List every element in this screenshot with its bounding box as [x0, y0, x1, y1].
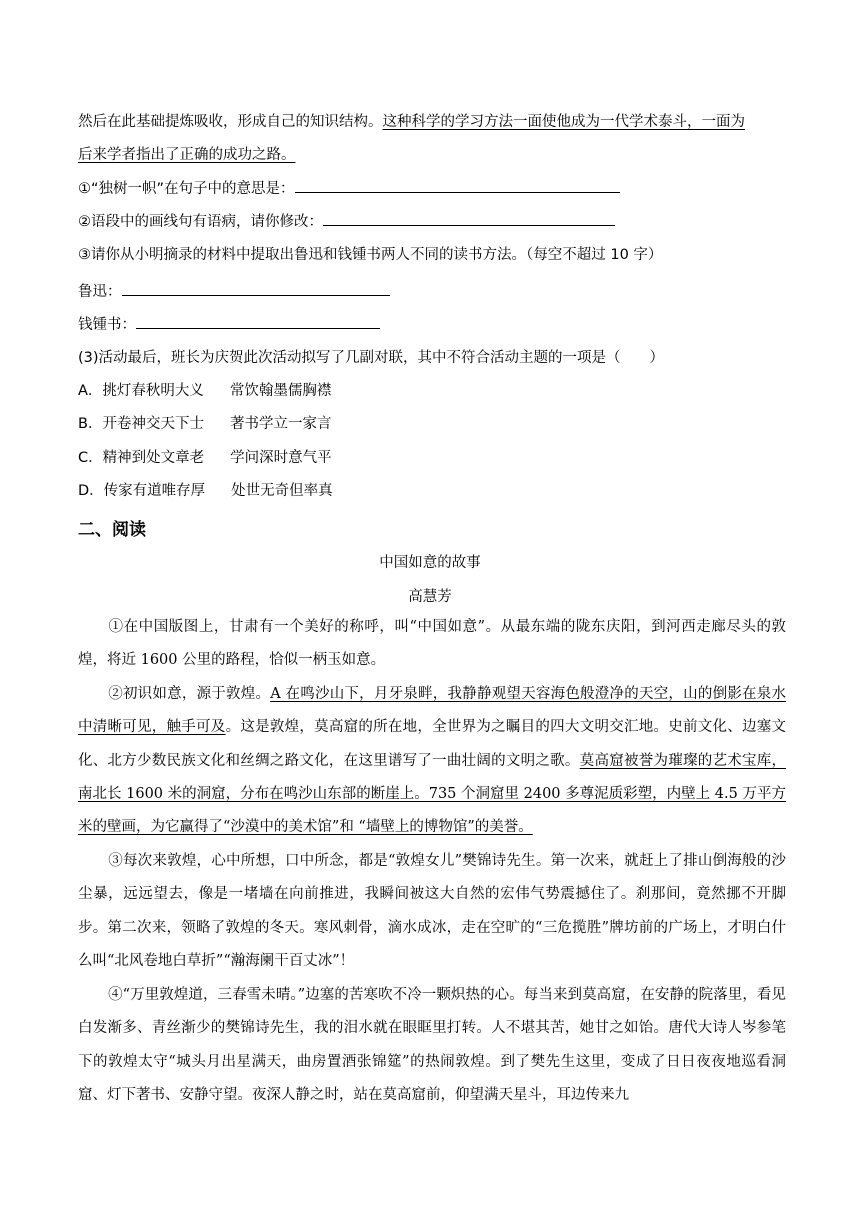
article-author: 高慧芳 — [408, 589, 452, 605]
option-c-key: C．精神到处文章老 — [78, 450, 205, 466]
paragraph-4-text: ④“万里敦煌道，三春雪未晴。”边塞的苦寒吹不冷一颗炽热的心。每当来到莫高窟，在安静的院落里，看见白发渐多、青丝渐少的樊锦诗先生，我的泪水就在眼眶里打转。人不堪其苦，她甘之如饴。唐代大诗人岑参笔下的敦煌太守“城头月出星满天，曲房置酒张锦筵”的热闹敦煌。到了樊先生这里，变成了日日夜夜地巡看洞窟、灯下著书、安静守望。夜深人静之时，站在莫高窟前，仰望满天星斗，耳边传来九 — [78, 987, 786, 1103]
option-a[interactable] — [78, 381, 331, 401]
article-title: 中国如意的故事 — [379, 555, 481, 571]
passage-tail-line-2 — [78, 145, 296, 165]
paragraph-1-text: ①在中国版图上，甘肃有一个美好的称呼，叫“中国如意”。从最东端的陇东庆阳，到河西走廊尽头的敦煌，将近 1600 公里的路程，恰似一柄玉如意。 — [78, 619, 786, 669]
sub-question-2 — [78, 211, 615, 232]
qian-answer-row — [78, 314, 380, 335]
paragraph-2-intro: ②初识如意，源于敦煌。 — [108, 686, 271, 702]
qian-label: 钱锺书： — [78, 317, 136, 333]
option-d-key: D．传家有道唯存厚 — [78, 483, 206, 499]
underlined-sentence-b: 莫高窟被誉为璀璨的艺术宝库，南北长 1600 米的洞窟，分布在鸣沙山东部的断崖上。735 个洞窟里 2400 多尊泥质彩塑，内壁上 4.5 万平方米的壁画，为它赢得了“沙漠中的美术馆”和 “墙壁上的博物馆”的美誉。 — [78, 752, 787, 836]
sub-question-3-text: ③请你从小明摘录的材料中提取出鲁迅和钱锺书两人不同的读书方法。（每空不超过 10 字） — [78, 247, 663, 263]
passage-tail-text: 然后在此基础提炼吸收，形成自己的知识结构。 — [78, 114, 383, 130]
answer-blank-1[interactable] — [295, 178, 620, 193]
sub-question-2-text: ②语段中的画线句有语病，请你修改： — [78, 214, 323, 230]
option-b-key: B．开卷神交天下士 — [78, 416, 204, 432]
option-b-pair: 著书学立一家言 — [229, 416, 332, 432]
luxun-label: 鲁迅： — [78, 284, 122, 300]
answer-blank-qian[interactable] — [136, 314, 380, 329]
underlined-sentence-part-2: 后来学者指出了正确的成功之路。 — [78, 147, 296, 163]
underlined-sentence-a: A 在鸣沙山下，月牙泉畔，我静静观望天容海色般澄净的天空，山的倒影在泉水中清晰可见，触手可及 — [78, 686, 786, 736]
article-paragraph-3 — [78, 845, 786, 978]
underlined-sentence-part-1: 这种科学的学习方法一面使他成为一代学术泰斗，一面为 — [382, 114, 745, 130]
option-d[interactable] — [78, 481, 333, 501]
article-paragraph-4 — [78, 979, 786, 1112]
option-c-pair: 学问深时意气平 — [230, 450, 332, 466]
answer-blank-2[interactable] — [323, 211, 615, 226]
paragraph-3-text: ③每次来敦煌，心中所想，口中所念，都是“敦煌女儿”樊锦诗先生。第一次来，就赶上了排山倒海般的沙尘暴，远远望去，像是一堵墙在向前推进，我瞬间被这大自然的宏伟气势震撼住了。刹那间，竟然挪不开脚步。第二次来，领略了敦煌的冬天。寒风刺骨，滴水成冰，走在空旷的“三危揽胜”牌坊前的广场上，才明白什么叫“北风卷地白草折”“瀚海阑干百丈冰”！ — [78, 853, 786, 969]
article-paragraph-1 — [78, 611, 786, 678]
option-a-key: A．挑灯春秋明大义 — [78, 383, 204, 399]
option-a-pair: 常饮翰墨儒胸襟 — [229, 383, 332, 399]
passage-tail-line-1 — [78, 112, 745, 132]
sub-question-1 — [78, 178, 620, 199]
article-paragraph-2 — [78, 678, 786, 844]
paragraph-2-middle: 。这是敦煌，莫高窟的所在地，全世界为之瞩目的四大文明交汇地。史前文化、边塞文化、北方少数民族文化和丝绸之路文化，在这里谱写了一曲壮阔的文明之歌。 — [78, 719, 787, 769]
luxun-answer-row — [78, 281, 390, 302]
sub-question-1-text: ①“独树一帜”在句子中的意思是： — [78, 181, 295, 197]
section-heading: 二、阅读 — [78, 520, 146, 540]
option-b[interactable] — [78, 414, 331, 434]
question-3-stem: (3)活动最后，班长为庆贺此次活动拟写了几副对联，其中不符合活动主题的一项是（ ） — [78, 350, 665, 366]
option-c[interactable] — [78, 448, 332, 468]
answer-blank-luxun[interactable] — [122, 281, 390, 296]
sub-question-3 — [78, 245, 662, 265]
option-d-pair: 处世无奇但率真 — [231, 483, 333, 499]
